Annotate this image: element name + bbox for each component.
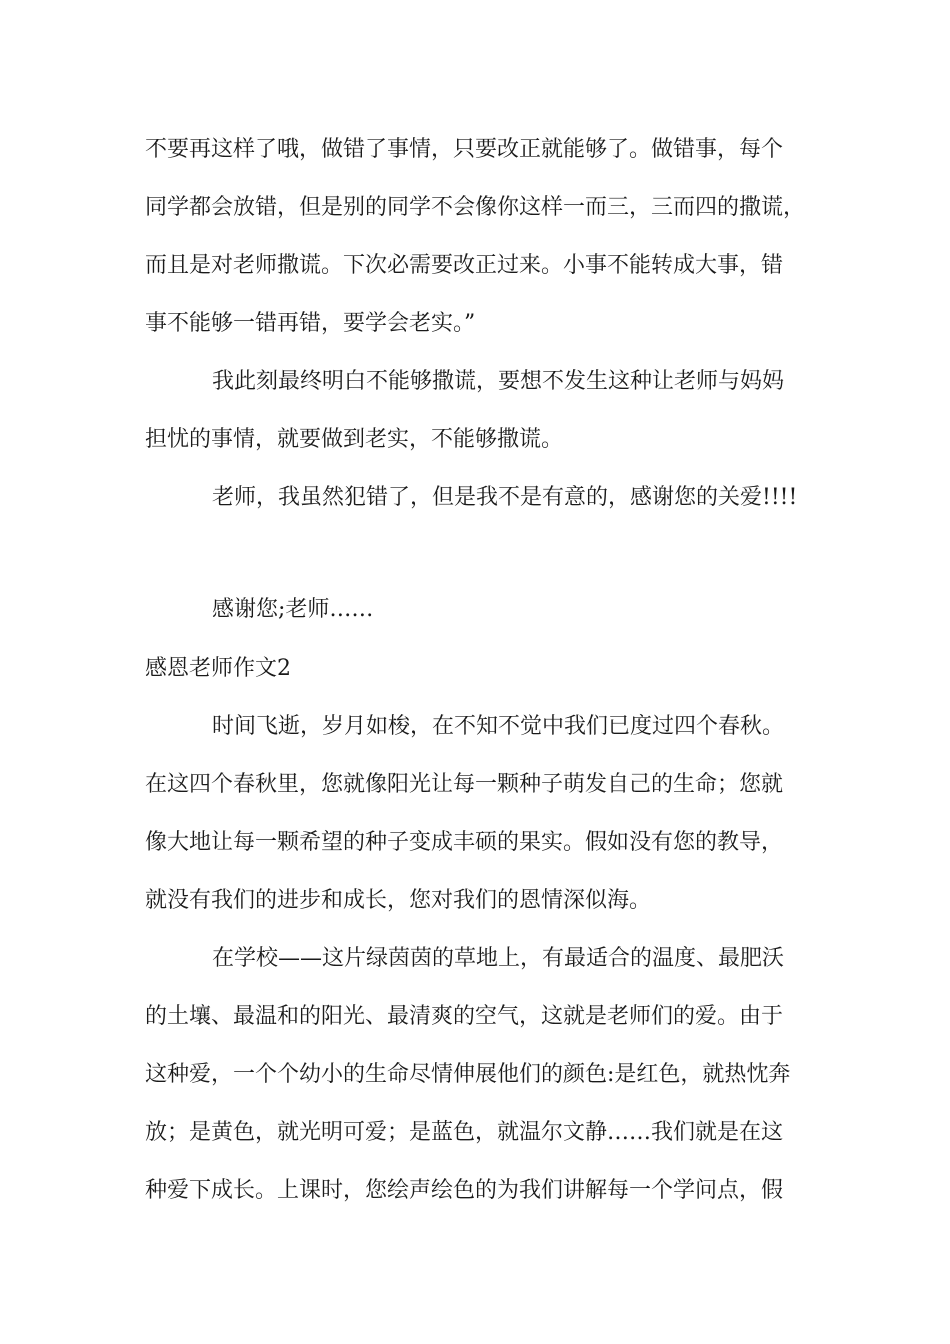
paragraph-line: 而且是对老师撒谎。下次必需要改正过来。小事不能转成大事，错 [145,253,784,278]
paragraph-line: 在学校——这片绿茵茵的草地上，有最适合的温度、最肥沃 [212,946,785,971]
paragraph-line: 老师，我虽然犯错了，但是我不是有意的，感谢您的关爱!!!! [212,485,798,510]
paragraph-line: 种爱下成长。上课时，您绘声绘色的为我们讲解每一个学问点，假 [145,1178,784,1203]
section-heading: 感恩老师作文2 [145,656,291,681]
paragraph-line: 的土壤、最温和的阳光、最清爽的空气，这就是老师们的爱。由于 [145,1004,784,1029]
paragraph-line: 时间飞逝，岁月如梭，在不知不觉中我们已度过四个春秋。 [212,714,785,739]
closing-line: 感谢您;老师…… [212,597,374,622]
paragraph-line: 我此刻最终明白不能够撒谎，要想不发生这种让老师与妈妈 [212,369,785,394]
paragraph-line: 这种爱，一个个幼小的生命尽情伸展他们的颜色:是红色，就热忱奔 [145,1062,791,1087]
paragraph-line: 不要再这样了哦，做错了事情，只要改正就能够了。做错事，每个 [145,137,784,162]
paragraph-line: 担忧的事情，就要做到老实，不能够撒谎。 [145,427,564,452]
paragraph-line: 放；是黄色，就光明可爱；是蓝色，就温尔文静……我们就是在这 [145,1120,784,1145]
paragraph-line: 就没有我们的进步和成长，您对我们的恩情深似海。 [145,888,652,913]
paragraph-line: 像大地让每一颗希望的种子变成丰硕的果实。假如没有您的教导， [145,830,784,855]
paragraph-line: 事不能够一错再错，要学会老实。” [145,311,476,336]
paragraph-line: 同学都会放错，但是别的同学不会像你这样一而三，三而四的撒谎， [145,195,806,220]
paragraph-line: 在这四个春秋里，您就像阳光让每一颗种子萌发自己的生命；您就 [145,772,784,797]
